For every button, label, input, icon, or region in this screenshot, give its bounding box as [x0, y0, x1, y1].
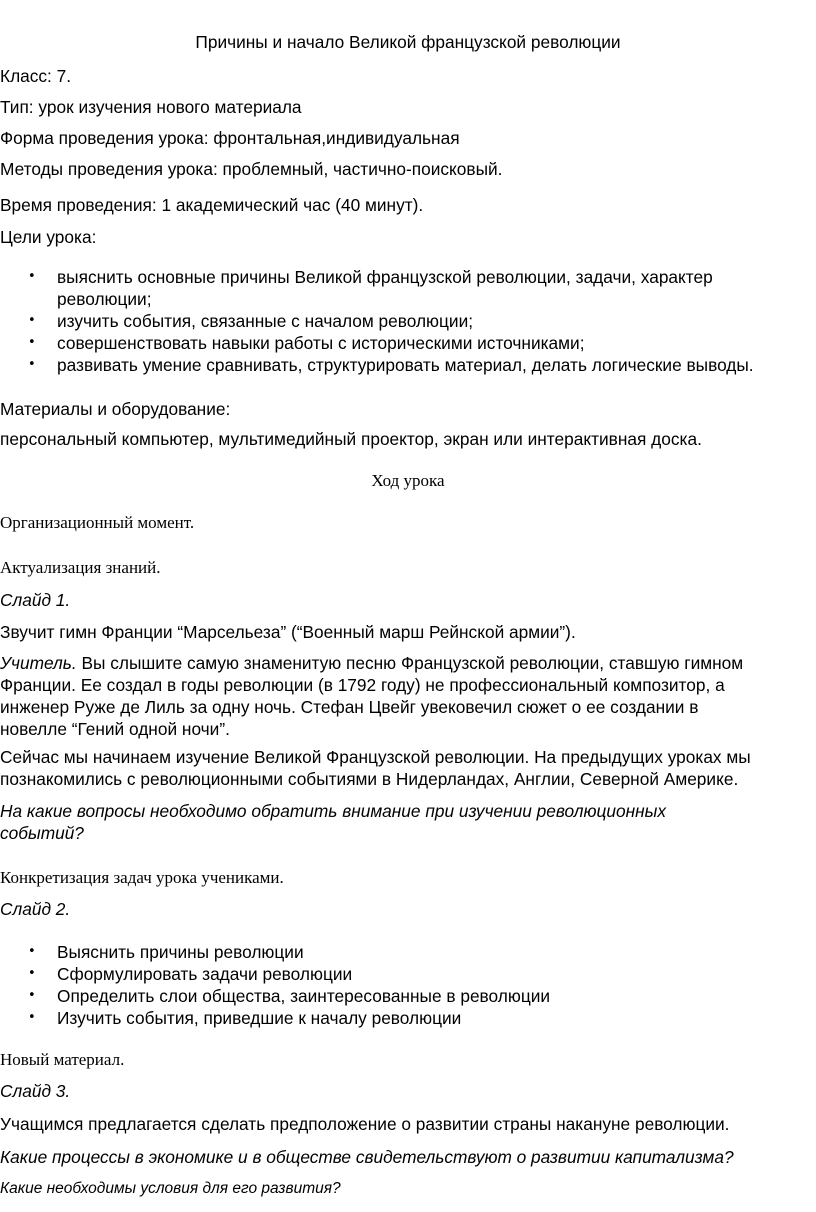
document-title: Причины и начало Великой французской революции	[195, 32, 621, 52]
lesson-heading: Ход урока	[371, 471, 445, 490]
goal-4: развивать умение сравнивать, структурировать материал, делать логические выводы.	[57, 355, 754, 375]
materials-heading: Материалы и оборудование:	[0, 399, 231, 419]
teacher-label: Учитель.	[0, 653, 77, 673]
goal-1-line-2: революции;	[57, 289, 152, 309]
conditions-question: Какие необходимы условия для его развития?	[0, 1180, 341, 1197]
intro-line-1: Сейчас мы начинаем изучение Великой Французской революции. На предыдущих уроках мы	[0, 747, 751, 767]
teacher-line-1: Вы слышите самую знаменитую песню Французской революции, ставшую гимном	[76, 653, 744, 673]
class-line: Класс: 7.	[0, 66, 72, 86]
intro-line-2: познакомились с революционными событиями в Нидерландах, Англии, Северной Америке.	[0, 769, 739, 789]
list-item	[0, 266, 754, 310]
teacher-line-2: Франции. Ее создал в годы революции (в 1792 году) не профессиональный композитор, а	[0, 675, 725, 695]
list-item	[0, 941, 550, 963]
task-1: Выяснить причины революции	[57, 942, 304, 962]
processes-question: Какие процессы в экономике и в обществе свидетельствуют о развитии капитализма?	[0, 1147, 734, 1167]
list-item	[0, 963, 550, 985]
goal-2: изучить события, связанные с началом революции;	[57, 311, 474, 331]
slide-1-label: Слайд 1.	[0, 590, 71, 610]
tasks-list	[0, 941, 550, 1029]
methods-line: Методы проведения урока: проблемный, частично-поисковый.	[0, 159, 503, 179]
question-paragraph	[0, 800, 666, 844]
slide-2-label: Слайд 2.	[0, 899, 71, 919]
list-item	[0, 332, 754, 354]
list-item	[0, 985, 550, 1007]
list-item	[0, 310, 754, 332]
goals-list	[0, 266, 754, 376]
goals-heading: Цели урока:	[0, 227, 97, 247]
task-4: Изучить события, приведшие к началу революции	[57, 1008, 462, 1028]
new-material-heading: Новый материал.	[0, 1050, 125, 1069]
tasks-heading: Конкретизация задач урока учениками.	[0, 868, 284, 887]
actualization-heading: Актуализация знаний.	[0, 558, 161, 577]
question-line-2: событий?	[0, 823, 84, 843]
list-item	[0, 354, 754, 376]
suggest-line: Учащимся предлагается сделать предположение о развитии страны накануне революции.	[0, 1114, 730, 1134]
question-line-1: На какие вопросы необходимо обратить внимание при изучении революционных	[0, 801, 666, 821]
type-line: Тип: урок изучения нового материала	[0, 97, 302, 117]
intro-paragraph	[0, 746, 751, 790]
teacher-paragraph	[0, 652, 743, 740]
anthem-line: Звучит гимн Франции “Марсельеза” (“Военный марш Рейнской армии”).	[0, 622, 576, 642]
list-item	[0, 1007, 550, 1029]
teacher-line-3: инженер Руже де Лиль за одну ночь. Стефан Цвейг увековечил сюжет о ее создании в	[0, 697, 699, 717]
time-line: Время проведения: 1 академический час (40 минут).	[0, 195, 424, 215]
slide-3-label: Слайд 3.	[0, 1081, 71, 1101]
task-2: Сформулировать задачи революции	[57, 964, 353, 984]
materials-text: персональный компьютер, мультимедийный проектор, экран или интерактивная доска.	[0, 429, 702, 449]
form-line: Форма проведения урока: фронтальная,индивидуальная	[0, 128, 460, 148]
teacher-line-4: новелле “Гений одной ночи”.	[0, 719, 230, 739]
goal-1-line-1: выяснить основные причины Великой французской революции, задачи, характер	[57, 267, 713, 287]
org-moment: Организационный момент.	[0, 513, 195, 532]
goal-3: совершенствовать навыки работы с историческими источниками;	[57, 333, 585, 353]
task-3: Определить слои общества, заинтересованные в революции	[57, 986, 551, 1006]
